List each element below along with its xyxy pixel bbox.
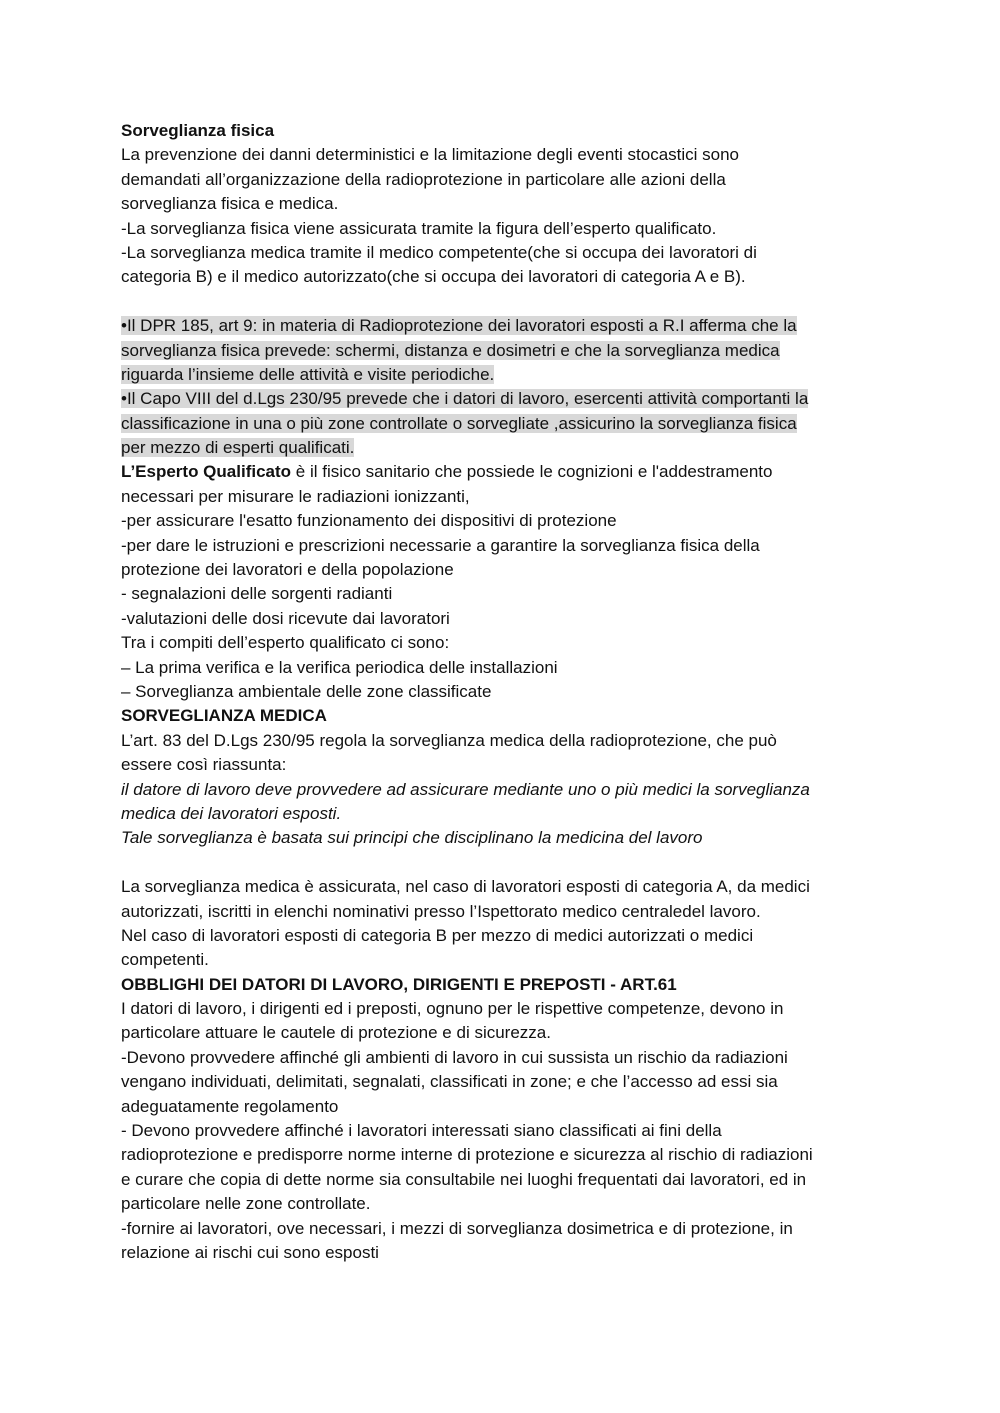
list-item: -per assicurare l'esatto funzionamento dei dispositivi di protezione: [121, 511, 617, 531]
highlighted-text-line: sorveglianza fisica prevede: schermi, distanza e dosimetri e che la sorveglianza medica: [121, 340, 780, 360]
italic-text-line: il datore di lavoro deve provvedere ad assicurare mediante uno o più medici la sorveglianza: [121, 779, 810, 799]
highlighted-text-line: •Il DPR 185, art 9: in materia di Radioprotezione dei lavoratori esposti a R.I afferma che la: [121, 316, 797, 336]
text-line: [121, 460, 881, 484]
italic-text-line: Tale sorveglianza è basata sui principi che disciplinano la medicina del lavoro: [121, 828, 703, 848]
list-item: - Devono provvedere affinché i lavoratori interessati siano classificati ai fini della: [121, 1121, 722, 1141]
list-item: -per dare le istruzioni e prescrizioni necessarie a garantire la sorveglianza fisica della: [121, 535, 760, 555]
blank-line: [121, 851, 881, 875]
italic-text-line: medica dei lavoratori esposti.: [121, 803, 342, 823]
text-line: competenti.: [121, 950, 209, 970]
text-line: demandati all’organizzazione della radioprotezione in particolare alle azioni della: [121, 169, 726, 189]
list-item: – La prima verifica e la verifica periodica delle installazioni: [121, 657, 558, 677]
text-line: La sorveglianza medica è assicurata, nel caso di lavoratori esposti di categoria A, da medici: [121, 877, 810, 897]
text-line: La prevenzione dei danni deterministici e la limitazione degli eventi stocastici sono: [121, 145, 740, 165]
section-title-sorveglianza-fisica: Sorveglianza fisica: [121, 121, 275, 140]
text-span: è il fisico sanitario che possiede le cognizioni e l'addestramento: [291, 462, 773, 482]
highlighted-text-line: per mezzo di esperti qualificati.: [121, 438, 355, 458]
term-esperto-qualificato: L’Esperto Qualificato: [121, 462, 292, 482]
highlighted-text-line: •Il Capo VIII del d.Lgs 230/95 prevede che i datori di lavoro, esercenti attività comportanti la: [121, 389, 809, 409]
list-item: -Devono provvedere affinché gli ambienti di lavoro in cui sussista un rischio da radiazioni: [121, 1047, 788, 1067]
text-line: Nel caso di lavoratori esposti di categoria B per mezzo di medici autorizzati o medici: [121, 925, 754, 945]
list-item: – Sorveglianza ambientale delle zone classificate: [121, 681, 492, 701]
text-line: relazione ai rischi cui sono esposti: [121, 1242, 379, 1262]
text-line: I datori di lavoro, i dirigenti ed i preposti, ognuno per le rispettive competenze, devono in: [121, 999, 784, 1019]
text-line: Tra i compiti dell’esperto qualificato ci sono:: [121, 633, 450, 653]
section-title-sorveglianza-medica: SORVEGLIANZA MEDICA: [121, 706, 327, 726]
list-item: -fornire ai lavoratori, ove necessari, i mezzi di sorveglianza dosimetrica e di protezione, in: [121, 1218, 793, 1238]
list-item: -valutazioni delle dosi ricevute dai lavoratori: [121, 608, 450, 628]
text-line: sorveglianza fisica e medica.: [121, 194, 339, 214]
text-line: essere così riassunta:: [121, 755, 287, 775]
text-line: particolare nelle zone controllate.: [121, 1194, 371, 1214]
text-line: -La sorveglianza medica tramite il medico competente(che si occupa dei lavoratori di: [121, 242, 757, 262]
text-line: particolare attuare le cautele di protezione e di sicurezza.: [121, 1023, 551, 1043]
list-item: - segnalazioni delle sorgenti radianti: [121, 584, 393, 604]
highlighted-text-line: riguarda l’insieme delle attività e visite periodiche.: [121, 364, 495, 384]
text-line: protezione dei lavoratori e della popolazione: [121, 560, 454, 580]
blank-line: [121, 290, 881, 314]
text-line: necessari per misurare le radiazioni ionizzanti,: [121, 486, 470, 506]
text-line: radioprotezione e predisporre norme interne di protezione e sicurezza al rischio di radiazioni: [121, 1145, 813, 1165]
text-line: adeguatamente regolamento: [121, 1096, 339, 1116]
text-line: autorizzati, iscritti in elenchi nominativi presso l’Ispettorato medico centraledel lavoro.: [121, 901, 761, 921]
section-title-obblighi: OBBLIGHI DEI DATORI DI LAVORO, DIRIGENTI E PREPOSTI - ART.61: [121, 974, 677, 994]
text-line: categoria B) e il medico autorizzato(che si occupa dei lavoratori di categoria A e B).: [121, 267, 746, 287]
text-line: L’art. 83 del D.Lgs 230/95 regola la sorveglianza medica della radioprotezione, che può: [121, 730, 777, 750]
text-line: e curare che copia di dette norme sia consultabile nei luoghi frequentati dai lavoratori, ed in: [121, 1169, 807, 1189]
text-line: -La sorveglianza fisica viene assicurata tramite la figura dell’esperto qualificato.: [121, 218, 717, 238]
text-line: vengano individuati, delimitati, segnalati, classificati in zone; e che l’accesso ad essi sia: [121, 1072, 778, 1092]
document-page: [121, 119, 881, 1265]
highlighted-text-line: classificazione in una o più zone controllate o sorvegliate ,assicurino la sorveglianza fisica: [121, 413, 797, 433]
